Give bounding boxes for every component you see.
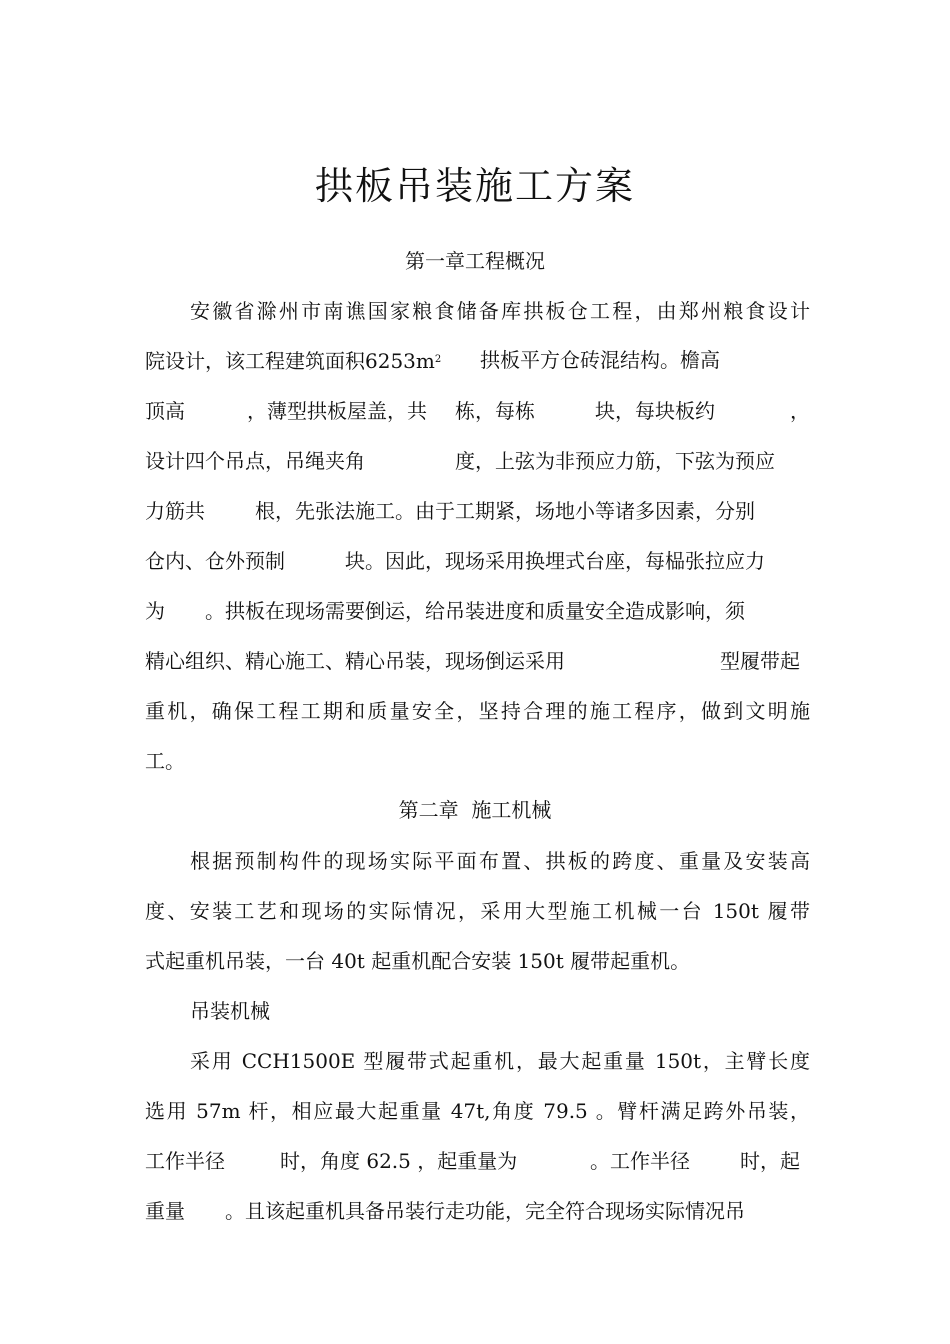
- text-segment: 院设计，该工程建筑面积6253m: [145, 349, 435, 373]
- text-segment: ，: [790, 399, 810, 423]
- chapter-1-heading: 第一章工程概况: [405, 249, 545, 273]
- text-segment: 设计四个吊点，吊绳夹角: [145, 449, 365, 473]
- text-segment: 型履带起: [720, 649, 800, 673]
- text-segment: 时，角度 62.5 ，起重量为: [280, 1149, 518, 1173]
- paragraph-line: 选用 57m 杆，相应最大起重量 47t,角度 79.5 。臂杆满足跨外吊装，: [145, 1099, 810, 1123]
- text-segment: 仓内、仓外预制: [145, 549, 285, 573]
- text-segment: 。工作半径: [590, 1149, 690, 1173]
- text-segment: 拱板平方仓砖混结构。檐高: [480, 348, 720, 372]
- paragraph-line: [145, 345, 810, 376]
- text-segment: 栋，每栋: [455, 399, 535, 423]
- paragraph-line: 工。: [145, 749, 185, 773]
- chapter-2-heading: 第二章 施工机械: [398, 798, 552, 822]
- text-segment: 时，起: [740, 1149, 800, 1173]
- text-segment: 块，每块板约: [595, 399, 715, 423]
- paragraph-line: 重机，确保工程工期和质量安全，坚持合理的施工程序，做到文明施: [145, 699, 810, 723]
- text-segment: 精心组织、精心施工、精心吊装，现场倒运采用: [145, 649, 565, 673]
- text-segment: 。拱板在现场需要倒运，给吊装进度和质量安全造成影响，须: [205, 599, 745, 623]
- text-segment: ，薄型拱板屋盖，共: [247, 399, 427, 423]
- text-segment: 重量: [145, 1199, 185, 1223]
- text-segment: 工作半径: [145, 1149, 225, 1173]
- document-title: 拱板吊装施工方案: [314, 164, 635, 208]
- paragraph-line: 式起重机吊装，一台 40t 起重机配合安装 150t 履带起重机。: [145, 949, 691, 973]
- paragraph-line: 度、安装工艺和现场的实际情况，采用大型施工机械一台 150t 履带: [145, 899, 810, 923]
- text-segment: 。且该起重机具备吊装行走功能，完全符合现场实际情况吊: [225, 1199, 745, 1223]
- paragraph-line: 采用 CCH1500E 型履带式起重机，最大起重量 150t，主臂长度: [190, 1049, 810, 1073]
- text-segment: 度，上弦为非预应力筋，下弦为预应: [455, 449, 775, 473]
- text-segment: 根，先张法施工。由于工期紧，场地小等诸多因素，分别: [255, 499, 755, 523]
- superscript: 2: [434, 354, 442, 365]
- paragraph-line: 安徽省滁州市南谯国家粮食储备库拱板仓工程，由郑州粮食设计: [190, 299, 810, 323]
- paragraph-line: 根据预制构件的现场实际平面布置、拱板的跨度、重量及安装高: [190, 849, 810, 873]
- text-segment: 顶高: [145, 399, 185, 423]
- text-segment: 为: [145, 599, 165, 623]
- text-segment: 力筋共: [145, 499, 205, 523]
- text-segment: 块。因此，现场采用换埋式台座，每榀张拉应力: [345, 549, 765, 573]
- section-heading: 吊装机械: [190, 999, 270, 1023]
